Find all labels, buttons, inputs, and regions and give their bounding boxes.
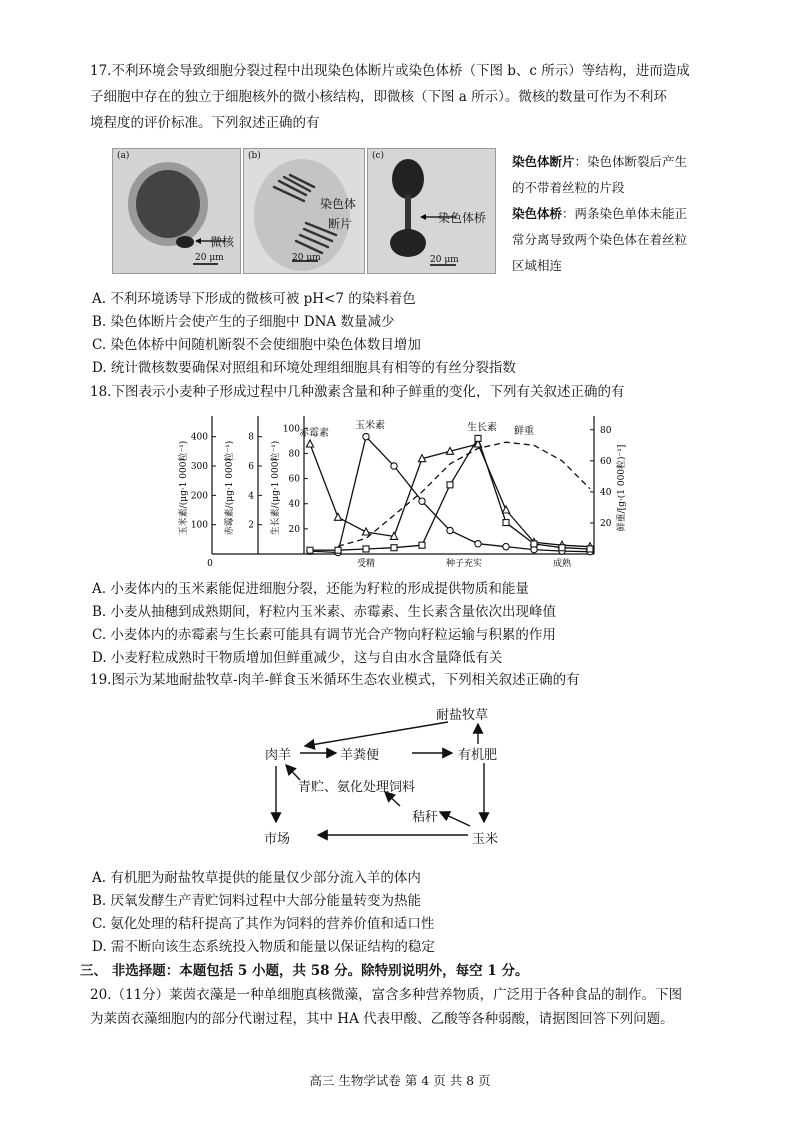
origin-label: 0 (207, 559, 213, 569)
y-axis-label-3: 鲜重/[g·(1 000粒)⁻¹] (617, 444, 627, 532)
point-赤霉素 (362, 528, 369, 535)
q18-option-d: D. 小麦籽粒成熟时干物质增加但鲜重减少，这与自由水含量降低有关 (92, 650, 503, 666)
point-玉米素 (475, 541, 481, 547)
point-生长素 (307, 547, 313, 553)
point-生长素 (335, 547, 341, 553)
q19-option-c: C. 氨化处理的秸秆提高了其作为饲料的营养价值和适口性 (92, 916, 435, 932)
point-生长素 (587, 546, 593, 552)
scale-bar-b: 20 μm (292, 253, 321, 263)
y-tick-label-1: 4 (248, 491, 254, 502)
panel-c-label: (c) (372, 151, 385, 161)
y-tick-label-2: 40 (288, 499, 300, 510)
y-axis-label-1: 赤霉素/(μg·1 000粒⁻¹) (225, 440, 235, 536)
y-tick-label-0: 200 (190, 491, 208, 502)
micrograph-a (112, 148, 241, 274)
point-生长素 (447, 482, 453, 488)
q20-stem-line2: 为莱茵衣藻细胞内的部分代谢过程，其中 HA 代表甲酸、乙酸等各种弱酸，请据图回答下列问题。 (90, 1011, 674, 1027)
x-tick-label: 种子充实 (445, 559, 483, 569)
micronucleus-label: 微核 (210, 235, 235, 249)
q17-stem-line3: 境程度的评价标准。下列叙述正确的有 (90, 115, 320, 131)
q18-option-a: A. 小麦体内的玉米素能促进细胞分裂，还能为籽粒的形成提供物质和能量 (92, 581, 529, 597)
q17-option-d: D. 统计微核数要确保对照组和环境处理组细胞具有相等的有丝分裂指数 (92, 360, 516, 376)
q18-option-b: B. 小麦从抽穗到成熟期间，籽粒内玉米素、赤霉素、生长素含量依次出现峰值 (92, 604, 557, 620)
bridge-note-line3: 区域相连 (512, 258, 563, 273)
point-生长素 (503, 520, 509, 526)
y-tick-label-0: 400 (190, 432, 208, 443)
point-玉米素 (503, 543, 509, 549)
q17-option-b: B. 染色体断片会使产生的子细胞中 DNA 数量减少 (92, 314, 395, 330)
point-生长素 (559, 545, 565, 551)
x-tick-label: 成熟 (552, 559, 572, 569)
y-axis-label-0: 玉米素/(μg·1 000粒⁻¹) (179, 440, 189, 536)
point-赤霉素 (502, 506, 509, 513)
q20-stem-line1: 20.（11分）莱茵衣藻是一种单细胞真核微藻，富含多种营养物质，广泛用于各种食品的制作。下图 (90, 987, 683, 1003)
bridge-note-line2: 常分离导致两个染色体在着丝粒 (512, 232, 688, 247)
chromosome-bridge-label: 染色体桥 (438, 211, 487, 225)
series-label-生长素: 生长素 (467, 422, 497, 434)
y-tick-label-3: 80 (600, 425, 612, 436)
q18-option-c: C. 小麦体内的赤霉素与生长素可能具有调节光合产物向籽粒运输与积累的作用 (92, 627, 556, 643)
node-silage-feed: 青贮、氨化处理饲料 (298, 780, 416, 795)
y-tick-label-1: 8 (248, 432, 254, 443)
page-footer: 高三 生物学试卷 第 4 页 共 8 页 (309, 1073, 491, 1088)
micrograph-b (243, 148, 365, 274)
series-label-赤霉素: 赤霉素 (299, 428, 329, 439)
y-tick-label-0: 300 (190, 462, 208, 472)
point-玉米素 (447, 527, 453, 533)
y-tick-label-1: 6 (248, 462, 254, 472)
panel-b-label: (b) (248, 151, 261, 161)
q19-option-a: A. 有机肥为耐盐牧草提供的能量仅少部分流入羊的体内 (92, 870, 421, 886)
hormone-chart (170, 408, 640, 578)
point-玉米素 (419, 498, 425, 504)
point-生长素 (363, 546, 369, 552)
node-corn: 玉米 (472, 832, 499, 847)
chromosome-fragment-label-1: 染色体 (320, 197, 357, 211)
point-玉米素 (391, 463, 397, 469)
q17-stem-line2: 子细胞中存在的独立于细胞核外的微小核结构，即微核（下图 a 所示）。微核的数量可作为不利环 (90, 89, 667, 105)
scale-bar-c: 20 μm (430, 255, 459, 265)
series-line-鲜重 (338, 442, 590, 546)
y-tick-label-2: 60 (288, 474, 300, 485)
fragment-note-line1: 染色体断片：染色体断裂后产生 (512, 154, 688, 169)
point-玉米素 (363, 433, 369, 439)
y-tick-label-1: 2 (248, 520, 254, 531)
y-tick-label-0: 100 (190, 520, 208, 531)
node-sheep-dung: 羊粪便 (340, 748, 380, 763)
q19-option-d: D. 需不断向该生态系统投入物质和能量以保证结构的稳定 (92, 939, 435, 955)
q17-stem-line1: 17.不利环境会导致细胞分裂过程中出现染色体断片或染色体桥（下图 b、c 所示）等结构，进而造成 (90, 63, 690, 79)
node-straw: 秸秆 (412, 810, 439, 825)
node-sheep: 肉羊 (265, 748, 292, 763)
q17-option-a: A. 不利环境诱导下形成的微核可被 pH<7 的染料着色 (92, 291, 416, 307)
node-salt-tolerant-grass: 耐盐牧草 (436, 708, 489, 723)
point-生长素 (391, 545, 397, 551)
point-生长素 (531, 541, 537, 547)
y-tick-label-2: 80 (288, 449, 300, 460)
series-label-鲜重: 鲜重 (514, 426, 534, 438)
y-tick-label-3: 60 (600, 456, 612, 467)
y-tick-label-2: 20 (288, 524, 300, 535)
q19-option-b: B. 厌氧发酵生产青贮饲料过程中大部分能量转变为热能 (92, 893, 422, 909)
scale-bar-a: 20 μm (195, 253, 224, 263)
point-赤霉素 (306, 440, 313, 447)
point-赤霉素 (334, 513, 341, 520)
bridge-note-line1: 染色体桥：两条染色单体未能正 (512, 206, 688, 221)
series-label-玉米素: 玉米素 (355, 420, 385, 432)
panel-a-label: (a) (117, 151, 130, 161)
q18-stem: 18.下图表示小麦种子形成过程中几种激素含量和种子鲜重的变化，下列有关叙述正确的有 (90, 384, 625, 400)
y-tick-label-3: 20 (600, 518, 612, 529)
point-生长素 (475, 435, 481, 441)
x-tick-label: 受精 (356, 559, 376, 569)
node-organic-fertilizer: 有机肥 (458, 748, 498, 763)
point-生长素 (419, 542, 425, 548)
micrograph-c (367, 148, 496, 274)
y-tick-label-2: 100 (282, 424, 300, 435)
q17-option-c: C. 染色体桥中间随机断裂不会使细胞中染色体数目增加 (92, 337, 421, 353)
fragment-note-line2: 的不带着丝粒的片段 (512, 180, 625, 195)
section-3-heading: 三、 非选择题：本题包括 5 小题，共 58 分。除特别说明外，每空 1 分。 (80, 963, 529, 979)
y-tick-label-3: 40 (600, 487, 612, 498)
node-market: 市场 (264, 832, 291, 847)
q19-stem: 19.图示为某地耐盐牧草-肉羊-鲜食玉米循环生态农业模式，下列相关叙述正确的有 (90, 672, 580, 688)
chromosome-fragment-label-2: 断片 (328, 217, 353, 231)
y-axis-label-2: 生长素/(μg·1 000粒⁻¹) (271, 440, 281, 536)
